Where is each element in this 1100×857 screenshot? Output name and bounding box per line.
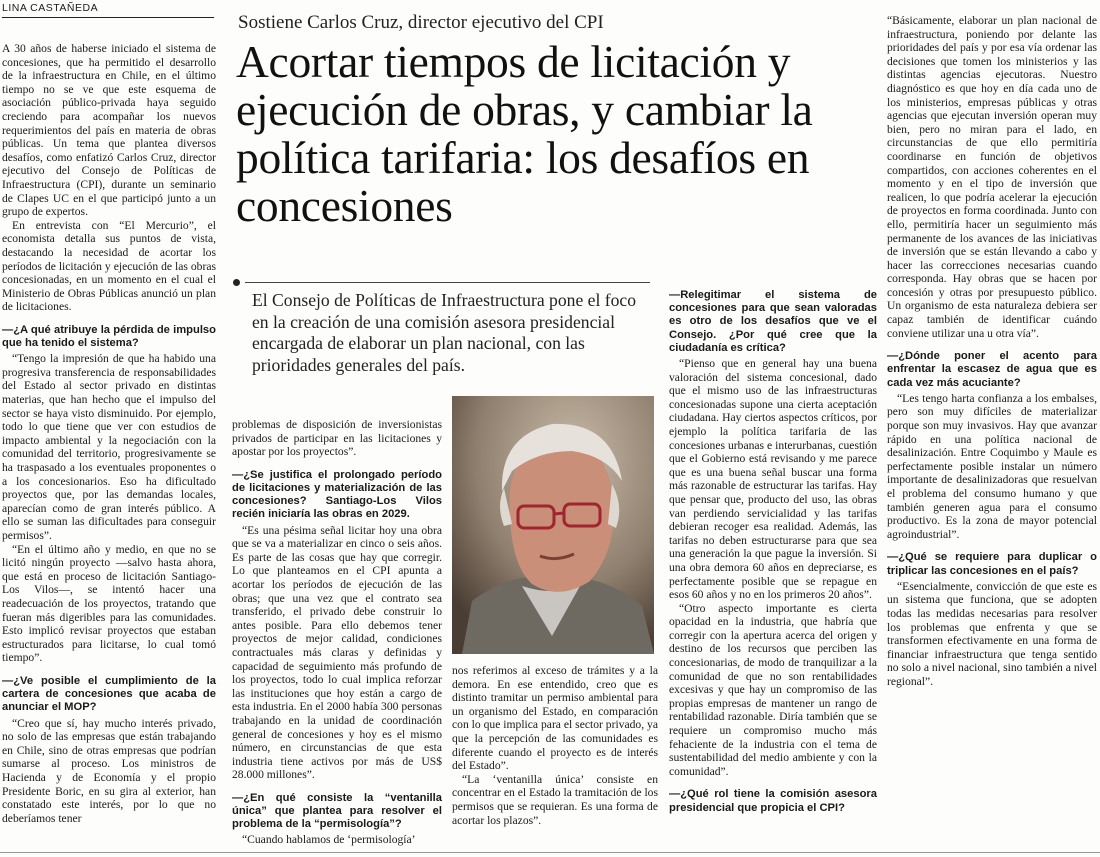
article-paragraph: nos referimos al exceso de trámites y a la demora. En ese entendido, creo que es distinto tramitar un permiso ambiental para un organismo del Estado, en comparación con lo que implica para el sector privado, ya que la percepción de las comunidades es diferente cuando el proyecto es de interés del Estado”. [452, 664, 658, 773]
article-paragraph: “Creo que sí, hay mucho interés privado, no solo de las empresas que están trabajando en Chile, sino de otras empresas que podrían sumarse al proceso. Los ministros de Hacienda y de Economía y el propio Presidente Boric, en su gira al exterior, han constatado este interés, por lo que no deberíamos tener [2, 716, 216, 825]
article-column-2 [232, 418, 442, 847]
interview-question: —¿Ve posible el cumplimiento de la cartera de concesiones que acaba de anunciar el MOP? [2, 674, 216, 714]
article-paragraph: “Otro aspecto importante es cierta opacidad en la industria, que habría que corregir con la apertura acerca del origen y destino de los recursos que perciben las concesionarias, de modo de tranquilizar a la comunidad de que no son rentabilidades excesivas y que hay un compromiso de las propias empresas de mantener un rango de rentabilidad razonable. Diría también que se requiere un compromiso mucho más fehaciente de la industria con el tema de sustentabilidad del medio ambiente y con la comunidad”. [669, 601, 877, 778]
article-column-3 [452, 664, 658, 827]
article-paragraph: “La ‘ventanilla única’ consiste en concentrar en el Estado la tramitación de los permisos que se requieran. Es una forma de acortar los plazos”. [452, 772, 658, 827]
bottom-rule [0, 852, 1100, 853]
subtitle-bullet [233, 279, 240, 286]
article-paragraph: “Es una pésima señal licitar hoy una obra que se va a materializar en cinco o seis años. Es parte de las cosas que hay que corregir. Lo que planteamos en el CPI apunta a acortar los períodos de ejecución de las obras; que una vez que el contrato sea transferido, el privado debe construir lo antes posible. Para ello debemos tener proyectos de mejor calidad, condiciones contractuales más claras y definidas y capacidad de seguimiento más profundo de los proyectos, todo lo cual implica reforzar las instituciones que hoy están a cargo de esta industria. En el 2000 había 300 personas trabajando en la unidad de coordinación general de concesiones y hoy es el mismo número, en circunstancias de que esta industria tiene activos por más de US$ 28.000 millones”. [232, 523, 442, 782]
kicker: Sostiene Carlos Cruz, director ejecutivo del CPI [238, 12, 604, 33]
headline: Acortar tiempos de licitación y ejecución de obras, y cambiar la política tarifaria: los desafíos en concesiones [236, 36, 813, 231]
portrait-illustration [452, 396, 654, 654]
article-paragraph: En entrevista con “El Mercurio”, el economista detalla sus puntos de vista, destacando la necesidad de acortar los períodos de licitación y ejecución de las obras concesionadas, en un momento en el cual el Ministerio de Obras Públicas anunció un plan de licitaciones. [2, 218, 216, 314]
interview-question: —¿Dónde poner el acento para enfrentar la escasez de agua que es cada vez más acuciante? [887, 350, 1097, 389]
article-paragraph: “En el último año y medio, en que no se licitó ningún proyecto —salvo hasta ahora, que está en proceso de licitación Santiago-Los Vilos—, se intentó hacer una readecuación de los proyectos, tratando que fueran más digeribles para las comunidades. Esto implicó revisar proyectos que estaban estructurados para licitarse, lo cual tomó tiempo”. [2, 542, 216, 665]
article-paragraph: “Esencialmente, convicción de que este es un sistema que funciona, que se adopten todas las medidas necesarias para resolver los problemas que enfrenta y que se transformen efectivamente en una forma de financiar infraestructura que tenga sentido no solo a nivel nacional, sino también a nivel regional”. [887, 579, 1097, 688]
article-paragraph: “Tengo la impresión de que ha habido una progresiva transferencia de responsabilidades del Estado al sector privado en distintas materias, que han hecho que el impulso del sector se haya visto disminuido. Por ejemplo, todo lo que tiene que ver con estudios de impacto ambiental y la negociación con la comunidad del territorio, progresivamente se ha traspasado a los eventuales proponentes o a los concesionarios. Eso ha dificultado proyectos que, por las demandas locales, aparecían como de gran interés público. A ello se suman las dificultades para conseguir permisos”. [2, 352, 216, 542]
subtitle-rule [245, 282, 650, 283]
article-paragraph: problemas de disposición de inversionistas privados de participar en las licitaciones y apostar por los proyectos”. [232, 418, 442, 459]
article-paragraph: “Cuando hablamos de ‘permisología’ [242, 833, 416, 847]
interview-question: —¿Qué rol tiene la comisión asesora presidencial que propicia el CPI? [669, 788, 877, 814]
article-column-5 [887, 14, 1097, 689]
interview-question: —Relegitimar el sistema de concesiones para que sean valoradas es otro de los desafíos que ve el Consejo. ¿Por qué cree que la ciudadanía es crítica? [669, 289, 877, 354]
interview-question: —¿A qué atribuye la pérdida de impulso que ha tenido el sistema? [2, 323, 216, 350]
article-paragraph: “Pienso que en general hay una buena valoración del sistema concesional, dado que el mismo uso de las infraestructuras concesionadas supone una cierta aceptación ciudadana. Hay ciertos aspectos críticos, por ejemplo la política tarifaria de las concesiones urbanas e interurbanas, cuestión que el Gobierno está revisando y me parece que es una buena señal buscar una forma más razonable de estructurar las tarifas. Hay que pensar que, producto del uso, las obras van perdiendo servicialidad y las tarifas debieran recoger esa realidad. Además, las tarifas no deben estructurarse para que sea una generación la que pague la inversión. Si una obra demora 60 años en depreciarse, es perfectamente posible que se repague en esos 60 años y no en los primeros 20 años”. [669, 357, 877, 602]
subtitle: El Consejo de Políticas de Infraestructura pone el foco en la creación de una comisión asesora presidencial encargada de elaborar un plan nacional, con las prioridades generales del país. [252, 290, 637, 375]
article-column-4 [669, 289, 877, 817]
interview-question: —¿En qué consiste la “ventanilla única” que plantea para resolver el problema de la “permisología”? [232, 791, 442, 831]
article-paragraph: “Les tengo harta confianza a los embalses, pero son muy difíciles de materializar porque son muy invasivos. Hay que avanzar rápido en una política nacional de desalinización. Entre Coquimbo y Maule es perfectamente posible instalar un número importante de desalinizadoras que resuelvan el problema del consumo humano y que también generen agua para el consumo productivo. Es la zona de mayor potencial agroindustrial”. [887, 391, 1097, 541]
interview-question: —¿Qué se requiere para duplicar o triplicar las concesiones en el país? [887, 551, 1097, 577]
byline: LINA CASTAÑEDA [2, 2, 214, 18]
interview-question: —¿Se justifica el prolongado período de licitaciones y materialización de las concesiones? Santiago-Los Vilos recién iniciaría las obras en 2029. [232, 468, 442, 521]
portrait-photo [452, 396, 654, 654]
article-paragraph: A 30 años de haberse iniciado el sistema de concesiones, que ha permitido el desarrollo de la infraestructura en Chile, en el último tiempo no se ve que este esquema de asociación público-privada haya seguido creciendo para acompañar los nuevos requerimientos del país en materia de obras públicas. Un tema que plantea diversos desafíos, como enfatizó Carlos Cruz, director ejecutivo del Consejo de Políticas de Infraestructura (CPI), durante un seminario de Clapes UC en el que participó junto a un grupo de expertos. [2, 42, 216, 219]
article-column-1 [2, 42, 216, 825]
article-paragraph: “Básicamente, elaborar un plan nacional de infraestructura, poniendo por delante las prioridades del país y por esa vía ordenar las decisiones que tomen los ministerios y las distintas agencias ejecutoras. Nuestro diagnóstico es que hoy en día cada uno de los ministerios, empresas públicas y otras agencias que ejecutan inversión operan muy bien, pero no miran para el lado, en circunstancias de que ello permitiría coordinarse en función de objetivos compartidos, con acciones coherentes en el momento y en el tipo de inversión que realicen, lo que podría acelerar la ejecución de proyectos en forma coordinada. Junto con ello, permitiría hacer un seguimiento más permanente de los avances de las iniciativas de inversión que se están llevando a cabo y hacer las correcciones necesarias cuando corresponda. Hay obras que se hacen por concesión y otras por presupuesto público. Un organismo de esta naturaleza debiera ser capaz también de identificar cuándo conviene utilizar una u otra vía”. [887, 14, 1097, 340]
